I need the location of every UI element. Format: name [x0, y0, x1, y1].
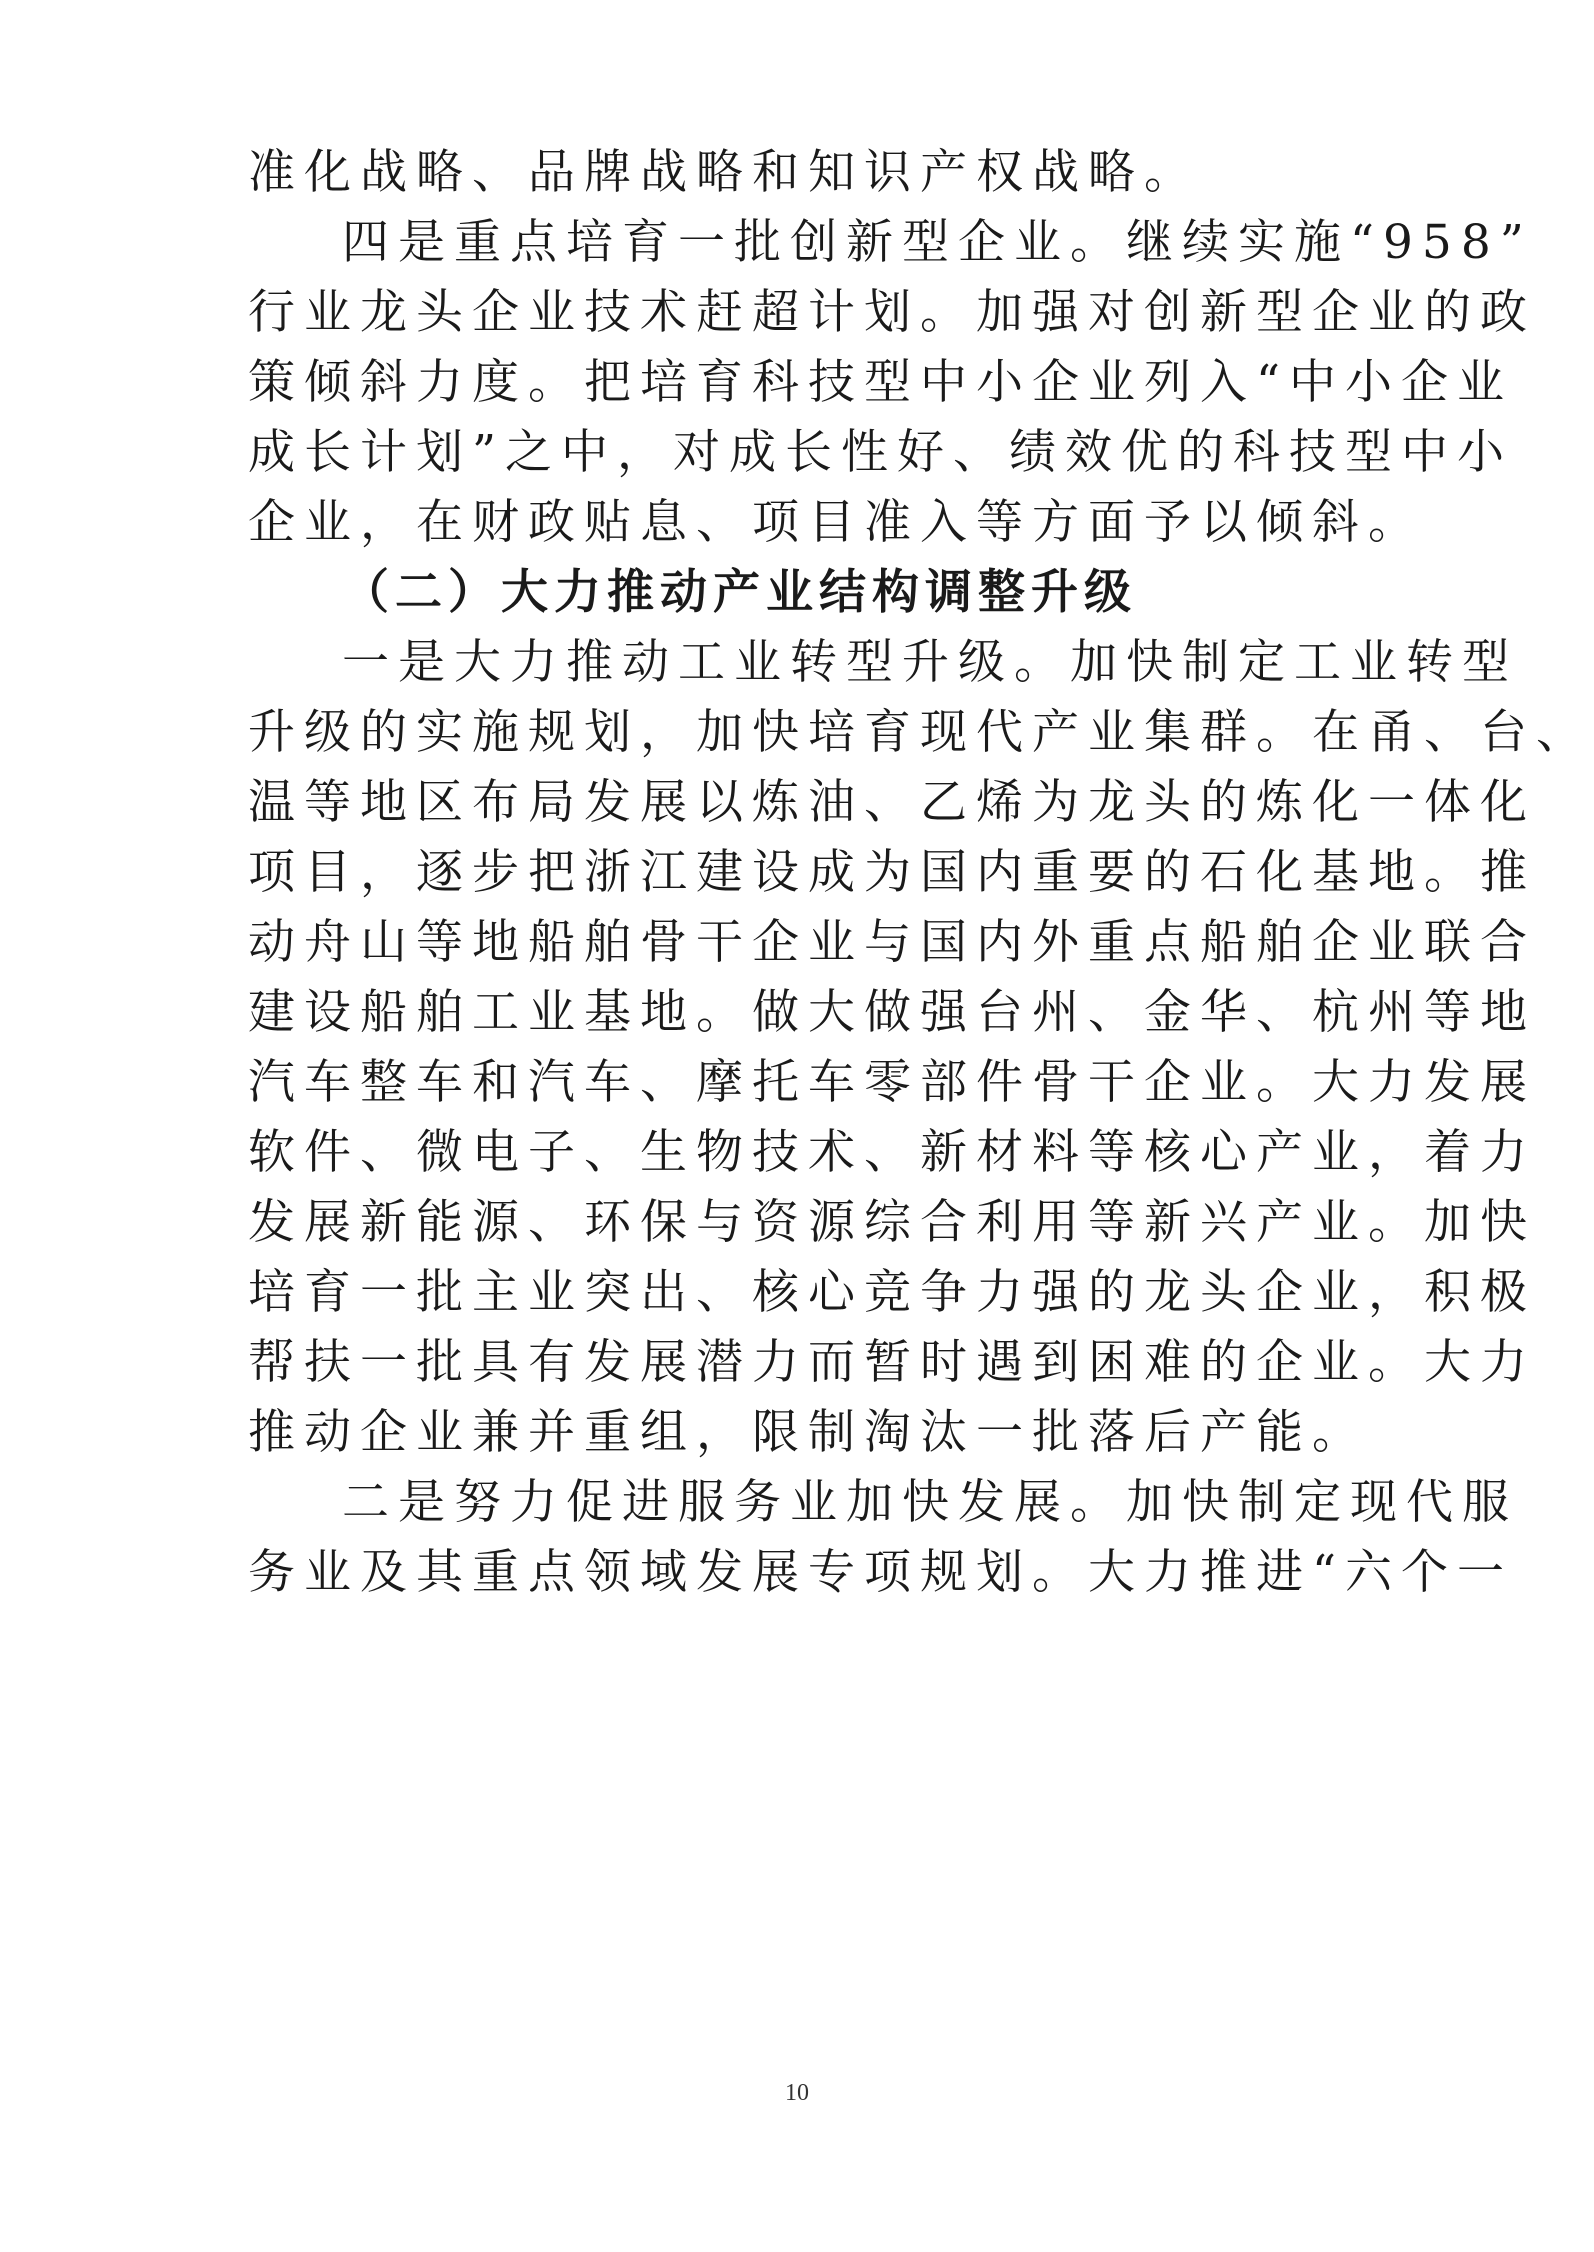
text-line: 建设船舶工业基地。做大做强台州、金华、杭州等地	[248, 985, 1536, 1040]
text-line: 推动企业兼并重组，限制淘汰一批落后产能。	[248, 1405, 1368, 1460]
text-line: 汽车整车和汽车、摩托车零部件骨干企业。大力发展	[248, 1055, 1536, 1110]
text-line: 企业，在财政贴息、项目准入等方面予以倾斜。	[248, 495, 1424, 550]
text-line: 务业及其重点领域发展专项规划。大力推进“六个一	[248, 1545, 1514, 1600]
text-line: 行业龙头企业技术赶超计划。加强对创新型企业的政	[248, 285, 1536, 340]
text-line: 项目，逐步把浙江建设成为国内重要的石化基地。推	[248, 845, 1536, 900]
text-line: 培育一批主业突出、核心竞争力强的龙头企业，积极	[248, 1265, 1536, 1320]
section-heading: （二）大力推动产业结构调整升级	[342, 565, 1137, 620]
text-line: 四是重点培育一批创新型企业。继续实施“958”	[342, 215, 1533, 270]
page-number: 10	[785, 2080, 809, 2106]
text-line: 温等地区布局发展以炼油、乙烯为龙头的炼化一体化	[248, 775, 1536, 830]
text-line: 准化战略、品牌战略和知识产权战略。	[248, 145, 1200, 200]
text-line: 策倾斜力度。把培育科技型中小企业列入“中小企业	[248, 355, 1514, 410]
text-line: 二是努力促进服务业加快发展。加快制定现代服	[342, 1475, 1518, 1530]
text-line: 动舟山等地船舶骨干企业与国内外重点船舶企业联合	[248, 915, 1536, 970]
text-line: 软件、微电子、生物技术、新材料等核心产业，着力	[248, 1125, 1536, 1180]
text-line: 成长计划”之中，对成长性好、绩效优的科技型中小	[248, 425, 1514, 480]
text-line: 一是大力推动工业转型升级。加快制定工业转型	[342, 635, 1518, 690]
text-line: 帮扶一批具有发展潜力而暂时遇到困难的企业。大力	[248, 1335, 1536, 1390]
text-line: 发展新能源、环保与资源综合利用等新兴产业。加快	[248, 1195, 1536, 1250]
text-line: 升级的实施规划，加快培育现代产业集群。在甬、台、	[248, 705, 1592, 760]
